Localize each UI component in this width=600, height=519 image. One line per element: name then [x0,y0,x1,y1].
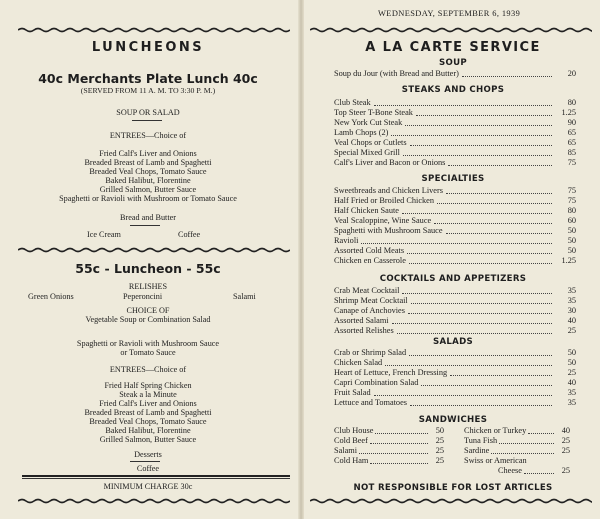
item-name: Lamb Chops (2) [334,128,389,137]
entree-item: Spaghetti or Ravioli with Mushroom or Tomato Sauce [59,194,237,203]
bottom-rule [22,478,290,479]
choice-heading: CHOICE OF [126,306,170,315]
item-name: Fruit Salad [334,388,371,397]
item-price: 80 [567,206,576,215]
item-price: 65 [567,128,576,137]
item-name: Assorted Salami [334,316,389,325]
item-name: Chicken or Turkey [464,426,527,435]
menu-row [334,69,576,79]
relishes-heading: RELISHES [128,282,168,291]
item-price: 25 [435,456,444,465]
cocktails-heading: COCKTAILS AND APPETIZERS [379,274,527,284]
menu-row [334,196,576,206]
item-price: 25 [567,326,576,335]
menu-row [334,98,576,108]
entree-item: Baked Halibut, Florentine [105,426,191,435]
entree-item: Breaded Breast of Lamb and Spaghetti [84,158,212,167]
minimum-charge: MINIMUM CHARGE 30c [103,482,193,491]
menu-row [334,236,576,246]
item-name: Chicken Salad [334,358,383,367]
menu-row [334,128,576,138]
item-price: 25 [561,436,570,445]
entree-item: Fried Calf's Liver and Onions [99,149,197,158]
mid-wavy-rule [18,247,290,253]
menu-row [334,158,576,168]
menu-row [334,306,576,316]
item-price: 30 [567,306,576,315]
menu-row [334,108,576,118]
entree-item: Grilled Salmon, Butter Sauce [99,435,197,444]
item-name: Canape of Anchovies [334,306,405,315]
item-name: Veal Scaloppine, Wine Sauce [334,216,432,225]
specialties-heading: SPECIALTIES [421,174,485,184]
entree-item: Breaded Veal Chops, Tomato Sauce [89,167,207,176]
item-price: 20 [567,69,576,78]
bottom-rule [22,475,290,477]
menu-row [464,446,570,456]
menu-row [334,148,576,158]
item-name: Lettuce and Tomatoes [334,398,407,407]
item-price: 50 [567,236,576,245]
item-name: Half Fried or Broiled Chicken [334,196,435,205]
menu-row [464,436,570,446]
luncheons-title: LUNCHEONS [91,40,205,55]
menu-row [334,456,444,466]
date-line: WEDNESDAY, SEPTEMBER 6, 1939 [378,9,521,18]
item-name: Club House [334,426,374,435]
item-name: Crab or Shrimp Salad [334,348,407,357]
relish-item: Salami [233,292,256,301]
ice-cream: Ice Cream [87,230,121,239]
steaks-heading: STEAKS AND CHOPS [401,85,505,95]
bread-and-butter: Bread and Butter [120,213,176,222]
item-name: Shrimp Meat Cocktail [334,296,408,305]
menu-row [334,246,576,256]
menu-row [334,296,576,306]
item-price: 25 [561,466,570,475]
menu-row [334,206,576,216]
item-name: Crab Meat Cocktail [334,286,400,295]
sandwiches-heading: SANDWICHES [418,415,488,425]
menu-row [334,368,576,378]
item-price: 50 [567,226,576,235]
menu-row [334,378,576,388]
bottom-wavy-rule [310,498,592,504]
menu-row [334,256,576,266]
item-name: New York Cut Steak [334,118,403,127]
menu-row [334,446,444,456]
short-rule [130,225,160,226]
item-name: Half Chicken Saute [334,206,399,215]
item-name: Heart of Lettuce, French Dressing [334,368,448,377]
item-name: Tuna Fish [464,436,498,445]
footer-note: NOT RESPONSIBLE FOR LOST ARTICLES [353,483,553,493]
item-name: Chicken en Casserole [334,256,406,265]
entrees-heading: ENTREES—Choice of [109,131,187,140]
item-name: Sardine [464,446,490,455]
menu-row [334,358,576,368]
item-price: 50 [567,358,576,367]
spaghetti-line: or Tomato Sauce [120,348,176,357]
swiss-line-1: Swiss or American [464,456,527,465]
item-price: 35 [567,286,576,295]
menu-row [334,286,576,296]
item-price: 40 [567,378,576,387]
soup-or-salad: SOUP OR SALAD [116,108,180,117]
a-la-carte-title: A LA CARTE SERVICE [365,40,541,55]
item-price: 80 [567,98,576,107]
item-price: 50 [567,246,576,255]
entree-item: Breaded Veal Chops, Tomato Sauce [89,417,207,426]
menu-row [334,138,576,148]
entrees-heading: ENTREES—Choice of [109,365,187,374]
menu-row [334,118,576,128]
menu-row [334,216,576,226]
page-fold [298,0,304,519]
menu-row [334,316,576,326]
menu-row [334,436,444,446]
item-price: 35 [567,398,576,407]
item-price: 50 [435,426,444,435]
short-rule [132,120,162,121]
desserts: Desserts [134,450,162,459]
entree-item: Baked Halibut, Florentine [105,176,191,185]
item-name: Ravioli [334,236,359,245]
bottom-wavy-rule [18,498,290,504]
item-price: 85 [567,148,576,157]
luncheons-page [0,0,296,519]
entree-item: Steak a la Minute [119,390,177,399]
item-price: 75 [567,196,576,205]
menu-row [334,426,444,436]
item-name: Sweetbreads and Chicken Livers [334,186,443,195]
relish-item: Peperoncini [123,292,163,301]
coffee: Coffee [178,230,201,239]
item-price: 25 [435,446,444,455]
salads-heading: SALADS [432,337,474,347]
item-name: Top Steer T-Bone Steak [334,108,413,117]
item-name: Salami [334,446,358,455]
relish-item: Green Onions [28,292,74,301]
item-name: Cheese [498,466,522,475]
item-price: 75 [567,186,576,195]
item-price: 75 [567,158,576,167]
entree-item: Fried Half Spring Chicken [104,381,192,390]
item-price: 35 [567,388,576,397]
menu-row [464,426,570,436]
item-name: Veal Chops or Cutlets [334,138,407,147]
plate-lunch-title: 40c Merchants Plate Lunch 40c [38,71,258,86]
item-price: 25 [567,368,576,377]
item-price: 25 [561,446,570,455]
item-name: Spaghetti with Mushroom Sauce [334,226,443,235]
item-name: Calf's Liver and Bacon or Onions [334,158,446,167]
menu-row [334,226,576,236]
item-price: 65 [567,138,576,147]
menu-row [334,326,576,336]
luncheon-55-title: 55c - Luncheon - 55c [75,261,221,276]
item-name: Club Steak [334,98,371,107]
item-price: 40 [561,426,570,435]
short-rule [130,461,160,462]
menu-row [334,398,576,408]
item-price: 1.25 [561,256,576,265]
choice-item: Vegetable Soup or Combination Salad [85,315,211,324]
entree-item: Fried Calf's Liver and Onions [99,399,197,408]
top-wavy-rule [310,27,592,33]
item-price: 1.25 [561,108,576,117]
plate-lunch-hours: (SERVED FROM 11 A. M. TO 3:30 P. M.) [80,86,216,95]
item-name: Cold Beef [334,436,368,445]
item-name: Assorted Cold Meats [334,246,405,255]
menu-row [334,388,576,398]
item-name: Soup du Jour (with Bread and Butter) [334,69,459,78]
entree-item: Breaded Breast of Lamb and Spaghetti [84,408,212,417]
item-price: 60 [567,216,576,225]
item-price: 50 [567,348,576,357]
menu-row [334,348,576,358]
soup-heading: SOUP [439,58,467,68]
item-name: Capri Combination Salad [334,378,419,387]
entree-item: Grilled Salmon, Butter Sauce [99,185,197,194]
menu-row [464,466,570,476]
item-name: Assorted Relishes [334,326,394,335]
item-price: 25 [435,436,444,445]
a-la-carte-page [306,0,600,519]
menu-row [334,186,576,196]
spaghetti-line: Spaghetti or Ravioli with Mushroom Sauce [76,339,220,348]
top-wavy-rule [18,27,290,33]
item-name: Cold Ham [334,456,369,465]
item-price: 90 [567,118,576,127]
item-price: 40 [567,316,576,325]
coffee: Coffee [136,464,160,473]
item-name: Special Mixed Grill [334,148,400,157]
item-price: 35 [567,296,576,305]
